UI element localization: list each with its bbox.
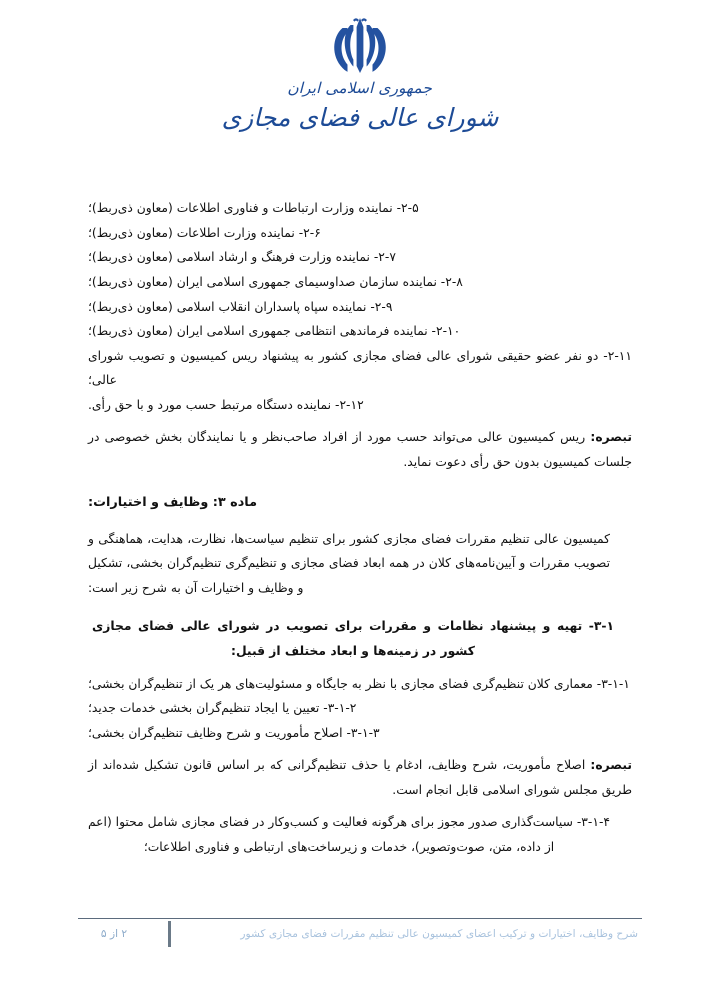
document-footer bbox=[78, 918, 642, 962]
sub-item bbox=[88, 696, 632, 721]
iran-emblem-icon bbox=[317, 14, 403, 76]
member-item-text: ۲-۶- نماینده وزارت اطلاعات (معاون ذی‌ربط)؛ bbox=[88, 225, 321, 240]
article-heading bbox=[88, 489, 632, 519]
note-text: اصلاح مأموریت، شرح وظایف، ادغام یا حذف تنظیم‌گرانی که بر اساس قانون تشکیل شده‌اند از طریق مجلس شورای اسلامی قابل انجام است. bbox=[88, 758, 632, 797]
note-label: تبصره: bbox=[590, 758, 632, 773]
note-label: تبصره: bbox=[590, 430, 632, 445]
spacer bbox=[88, 802, 632, 810]
spacer bbox=[88, 745, 632, 753]
document-body bbox=[88, 196, 632, 860]
sub-item-text: ۳-۱-۲- تعیین یا ایجاد تنظیم‌گران بخشی خدمات جدید؛ bbox=[88, 701, 357, 716]
member-item-text: ۲-۱۲- نماینده دستگاه مرتبط حسب مورد و با حق رأی. bbox=[88, 397, 364, 412]
member-item-text: ۲-۱۰- نماینده فرماندهی انتظامی جمهوری اسلامی ایران (معاون ذی‌ربط)؛ bbox=[88, 324, 461, 339]
member-item bbox=[88, 319, 632, 344]
member-item bbox=[88, 221, 632, 246]
spacer bbox=[88, 600, 632, 614]
member-item-text: ۲-۷- نماینده وزارت فرهنگ و ارشاد اسلامی (معاون ذی‌ربط)؛ bbox=[88, 250, 396, 265]
member-item-text: ۲-۹- نماینده سپاه پاسداران انقلاب اسلامی (معاون ذی‌ربط)؛ bbox=[88, 299, 393, 314]
member-item bbox=[88, 294, 632, 319]
note-paragraph-1 bbox=[88, 425, 632, 474]
spacer bbox=[88, 519, 632, 527]
note-text: ریس کمیسیون عالی می‌تواند حسب مورد از افراد صاحب‌نظر و یا نمایندگان بخش خصوصی در جلسات کمیسیون بدون حق رأی دعوت نماید. bbox=[88, 430, 632, 469]
sub-item bbox=[88, 721, 632, 746]
article-paragraph: کمیسیون عالی تنظیم مقررات فضای مجازی کشور برای تنظیم سیاست‌ها، نظارت، هدایت، هماهنگی و تصویب مقررات و آیین‌نامه‌های کلان در همه ابعاد فضای مجازی و تنظیم‌گری تنظیم‌گران بخشی، تشکیل و وظایف و اختیارات آن به شرح زیر است: bbox=[88, 531, 610, 595]
member-item bbox=[88, 245, 632, 270]
member-item bbox=[88, 270, 632, 295]
section-3-1-heading: ۳-۱- تهیه و پیشنهاد نظامات و مقررات برای تصویب در شورای عالی فضای مجازی کشور در زمینه‌ها و ابعاد مختلف از قبیل: bbox=[92, 619, 614, 658]
member-item bbox=[88, 196, 632, 221]
spacer bbox=[88, 664, 632, 672]
member-item-text: ۲-۵- نماینده وزارت ارتباطات و فناوری اطلاعات (معاون ذی‌ربط)؛ bbox=[88, 201, 419, 216]
sub-item-text: ۳-۱-۳- اصلاح مأموریت و شرح وظایف تنظیم‌گران بخشی؛ bbox=[88, 725, 380, 740]
member-item-text: ۲-۸- نماینده سازمان صداوسیمای جمهوری اسلامی ایران (معاون ذی‌ربط)؛ bbox=[88, 274, 463, 289]
spacer bbox=[88, 475, 632, 489]
member-item-11: ۲-۱۱- دو نفر عضو حقیقی شورای عالی فضای مجازی کشور به پیشنهاد ریس کمیسیون و تصویب شورای عالی؛ bbox=[88, 348, 632, 388]
sub-item: ۳-۱-۱- معماری کلان تنظیم‌گری فضای مجازی با نظر به جایگاه و مسئولیت‌های هر یک از تنظیم‌گران بخشی؛ bbox=[88, 676, 630, 691]
note-paragraph-2 bbox=[88, 753, 632, 802]
member-item-12 bbox=[88, 393, 632, 418]
document-header bbox=[0, 0, 720, 132]
article-heading-text: ماده ۳: وظایف و اختیارات: bbox=[88, 495, 258, 511]
page-number: ۲ از ۵ bbox=[100, 928, 128, 940]
sub-item-4: ۳-۱-۴- سیاست‌گذاری صدور مجوز برای هرگونه فعالیت و کسب‌وکار در فضای مجازی شامل محتوا (اعم از داده، متن، صوت‌وتصویر)، خدمات و زیرساخت‌های ارتباطی و فناوری اطلاعات؛ bbox=[88, 815, 610, 855]
spacer bbox=[88, 417, 632, 425]
footer-title: شرح وظایف، اختیارات و ترکیب اعضای کمیسیون عالی تنظیم مقررات فضای مجازی کشور bbox=[240, 928, 638, 940]
footer-separator-bar bbox=[168, 921, 171, 947]
logo-text-republic: جمهوری اسلامی ایران bbox=[287, 79, 433, 97]
logo-text-council: شورای عالی فضای مجازی bbox=[221, 103, 499, 132]
